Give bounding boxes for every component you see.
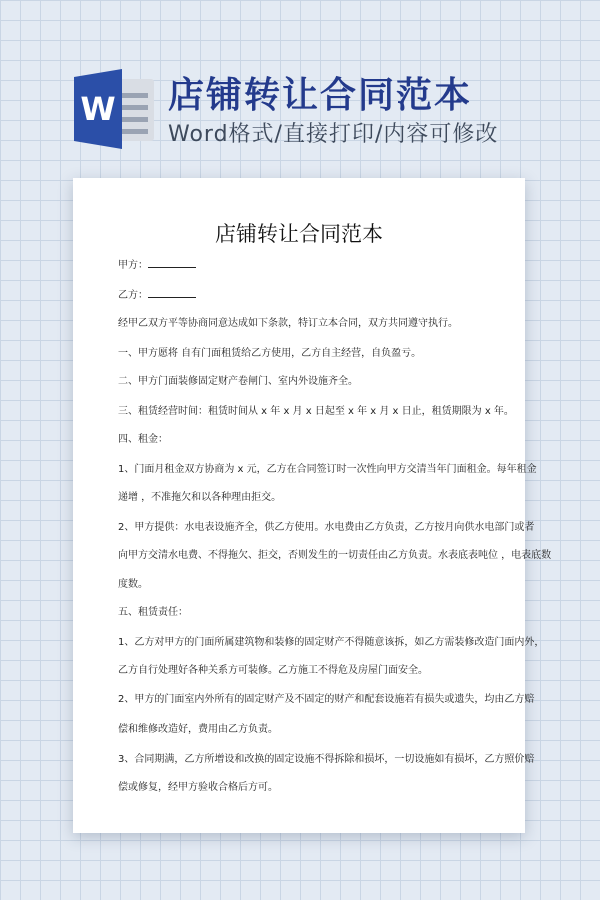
clause-line: 四、租金： [118,434,168,445]
clause-line: 度数。 [118,579,148,590]
party-a-line [118,256,504,271]
clause-line: 1、乙方对甲方的门面所属建筑物和装修的固定财产不得随意该拆，如乙方需装修改造门面内外， [118,637,545,648]
clause-line: 递增 ，不准拖欠和以各种理由拒交。 [118,492,282,503]
clause-line: 偿和维修改造好，费用由乙方负责。 [118,724,278,735]
clause-line: 乙方自行处理好各种关系方可装修。乙方施工不得危及房屋门面安全。 [118,665,428,676]
party-b-label: 乙方： [118,290,148,301]
header-banner [70,65,540,155]
party-b-line [118,286,504,301]
clause-line: 二、甲方门面装修固定财产卷闸门、室内外设施齐全。 [118,376,358,387]
clause-line: 向甲方交清水电费、不得拖欠、拒交，否则发生的一切责任由乙方负责。水表底表吨位 ，电表底数 [118,550,552,561]
party-b-blank [148,288,196,298]
document-title: 店铺转让合同范本 [215,222,383,246]
clause-line: 经甲乙双方平等协商同意达成如下条款，特订立本合同，双方共同遵守执行。 [118,318,458,329]
party-a-label: 甲方： [118,260,148,271]
clause-line: 1、门面月租金双方协商为 x 元，乙方在合同签订时一次性向甲方交清当年门面租金。每年租金 [118,464,537,475]
document-page [73,178,552,833]
clause-line: 一、甲方愿将 自有门面租赁给乙方使用，乙方自主经营，自负盈亏。 [118,348,422,359]
party-a-blank [148,258,196,268]
clause-line: 五、租赁责任： [118,607,188,618]
clause-line: 2、甲方的门面室内外所有的固定财产及不固定的财产和配套设施若有损失或遗失，均由乙方赔 [118,694,535,705]
logo-letter: W [80,90,116,128]
banner-title: 店铺转让合同范本 [168,75,473,116]
clause-line: 三、租赁经营时间：租赁时间从 x 年 x 月 x 日起至 x 年 x 月 x 日止，租赁期限为 x 年。 [118,406,514,417]
word-logo-icon [70,65,158,153]
clause-line: 2、甲方提供：水电表设施齐全，供乙方使用。水电费由乙方负责，乙方按月向供水电部门或者 [118,522,535,533]
banner-subtitle: Word格式/直接打印/内容可修改 [168,122,499,147]
clause-line: 3、合同期满，乙方所增设和改换的固定设施不得拆除和损坏，一切设施如有损坏，乙方照价赔 [118,754,535,765]
clause-line: 偿或修复，经甲方验收合格后方可。 [118,782,278,793]
